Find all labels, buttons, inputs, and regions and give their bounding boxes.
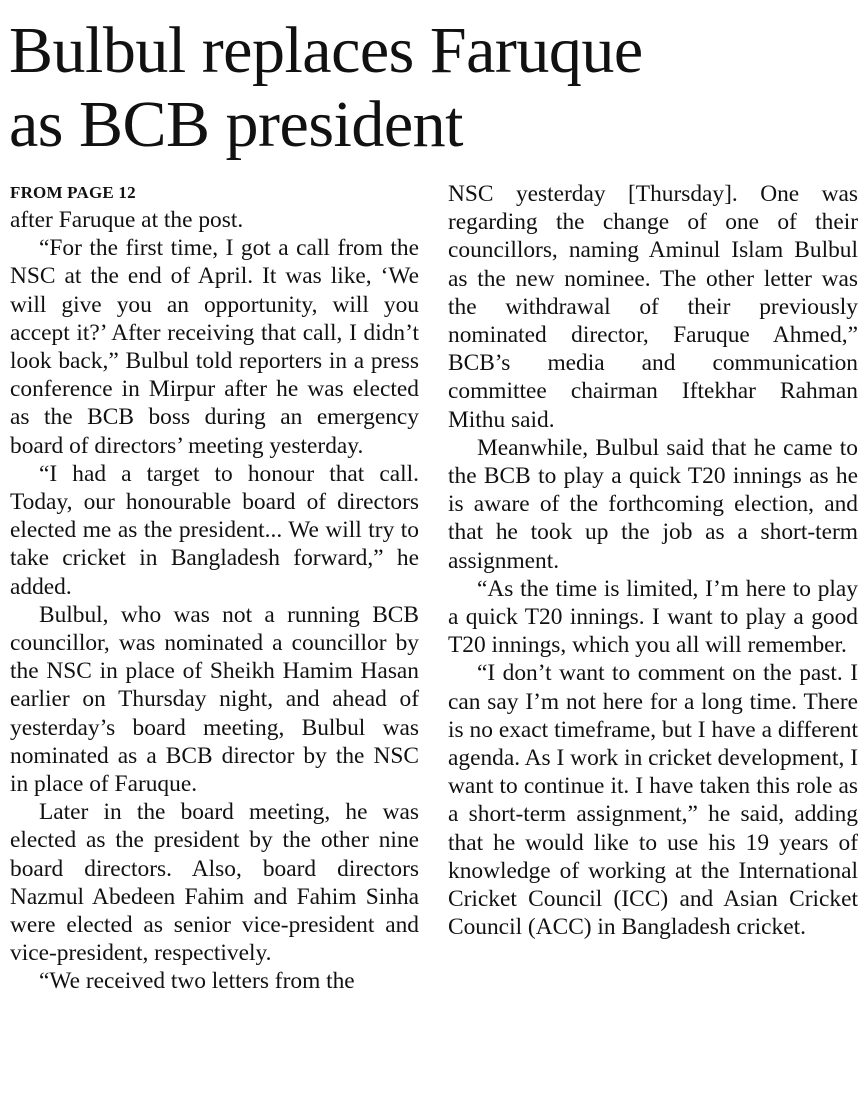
- article-column-right: [448, 180, 858, 941]
- paragraph: “I don’t want to comment on the past. I can say I’m not here for a long time. There is no exact timeframe, but I have a different agenda. As I work in cricket development, I want to continue it. I have taken this role as a short-term assignment,” he said, adding that he would like to use his 19 years of knowledge of working at the International Cricket Council (ICC) and Asian Cricket Council (ACC) in Bangladesh cricket.: [448, 660, 858, 941]
- paragraph: Later in the board meeting, he was elected as the president by the other nine board directors. Also, board directors Nazmul Abedeen Fahim and Fahim Sinha were elected as senior vice-president and vice-president, respectively.: [10, 799, 419, 967]
- headline-line-2: as BCB president: [9, 88, 463, 161]
- article-column-left: [10, 180, 419, 996]
- paragraph: “I had a target to honour that call. Today, our honourable board of directors elected me as the president... We will try to take cricket in Bangladesh forward,” he added.: [10, 460, 419, 600]
- paragraph: “For the first time, I got a call from the NSC at the end of April. It was like, ‘We will give you an opportunity, will you accept it?’ After receiving that call, I didn’t look back,” Bulbul told reporters in a press conference in Mirpur after he was elected as the BCB boss during an emergency board of directors’ meeting yesterday.: [10, 235, 419, 459]
- paragraph: after Faruque at the post.: [10, 207, 244, 233]
- paragraph: “We received two letters from the: [39, 968, 355, 995]
- paragraph: NSC yesterday [Thursday]. One was regarding the change of one of their councillors, naming Aminul Islam Bulbul as the new nominee. The other letter was the withdrawal of their previously nominated director, Faruque Ahmed,” BCB’s media and communication committee chairman Iftekhar Rahman Mithu said.: [448, 181, 858, 433]
- paragraph: “As the time is limited, I’m here to play a quick T20 innings. I want to play a good T20 innings, which you all will remember.: [448, 575, 858, 659]
- headline: [9, 14, 859, 162]
- headline-line-1: Bulbul replaces Faruque: [9, 14, 643, 87]
- paragraph: Bulbul, who was not a running BCB councillor, was nominated a councillor by the NSC in place of Sheikh Hamim Hasan earlier on Thursday night, and ahead of yesterday’s board meeting, Bulbul was nominated as a BCB director by the NSC in place of Faruque.: [10, 601, 419, 798]
- paragraph: Meanwhile, Bulbul said that he came to the BCB to play a quick T20 innings as he is aware of the forthcoming election, and that he took up the job as a short-term assignment.: [448, 434, 858, 574]
- continuation-kicker: FROM PAGE 12: [10, 183, 136, 202]
